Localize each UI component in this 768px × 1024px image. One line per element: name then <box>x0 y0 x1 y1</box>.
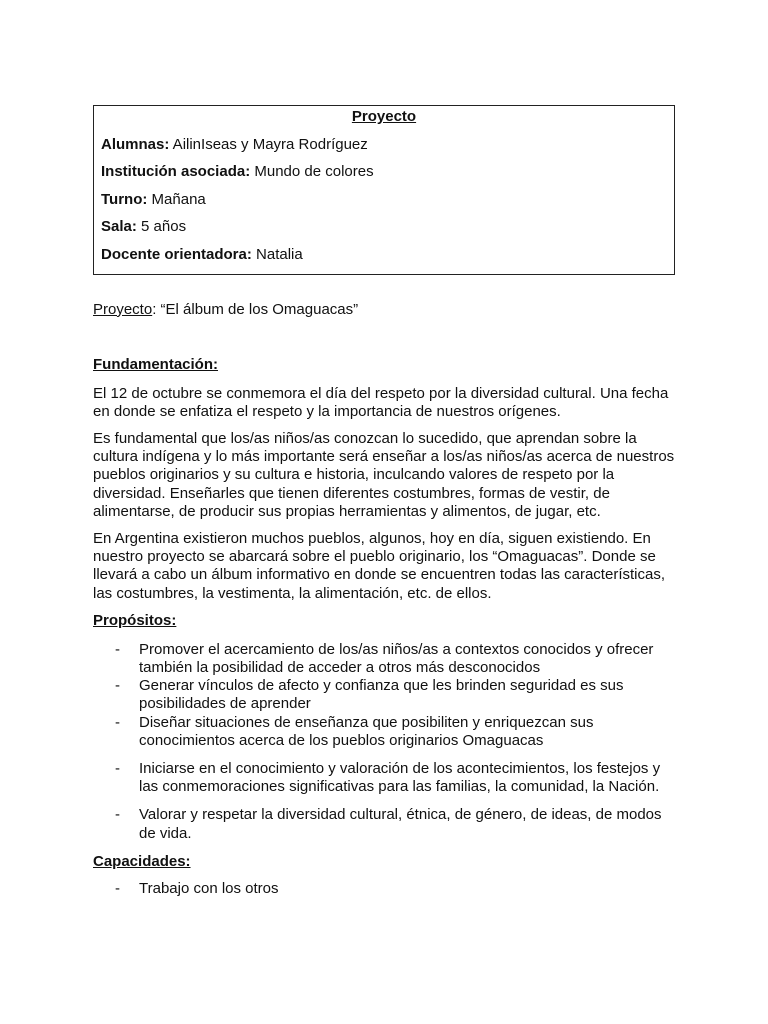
list-item-text: Generar vínculos de afecto y confianza que les brinden seguridad es sus posibilidades de aprender <box>139 677 624 713</box>
capacidades-heading: Capacidades: <box>93 852 191 870</box>
institution-row <box>101 163 667 181</box>
row-value: 5 años <box>136 218 187 235</box>
list-item-text: Diseñar situaciones de enseñanza que posibiliten y enriquezcan sus conocimientos acerca de los pueblos originarios Omaguacas <box>139 713 594 749</box>
row-label: Institución asociada: <box>101 163 251 180</box>
row-value: Natalia <box>251 245 303 263</box>
fundamentacion-paragraph: En Argentina existieron muchos pueblos, algunos, hoy en día, siguen existiendo. En nuestro proyecto se abarcará sobre el pueblo originario, los “Omaguacas”. Donde se llevará a cabo un álbum informativo en donde se encuentren todas las características, las costumbres, la vestimenta, la alimentación, etc. de ellos. <box>93 529 665 602</box>
bullet-dash: - <box>115 759 120 777</box>
bullet-dash: - <box>115 677 120 695</box>
list-item <box>93 714 675 750</box>
bullet-dash: - <box>115 713 120 731</box>
list-item <box>93 806 675 842</box>
propositos-heading: Propósitos: <box>93 611 177 629</box>
list-item <box>93 641 675 677</box>
bullet-dash: - <box>115 879 120 897</box>
bullet-dash: - <box>115 806 120 824</box>
project-title-line <box>93 301 675 319</box>
document-page <box>93 105 675 898</box>
project-name: : “El álbum de los Omaguacas” <box>152 300 359 318</box>
row-value: Mañana <box>147 190 206 208</box>
fundamentacion-paragraph: El 12 de octubre se conmemora el día del respeto por la diversidad cultural. Una fecha en donde se enfatiza el respeto y la importancia de nuestros orígenes. <box>93 384 669 420</box>
students-row <box>101 136 667 154</box>
row-label: Alumnas: <box>101 135 170 153</box>
teacher-row <box>101 246 667 264</box>
propositos-list <box>93 641 675 843</box>
shift-row <box>101 191 667 209</box>
capacidades-list <box>93 880 675 898</box>
box-title: Proyecto <box>351 108 417 125</box>
project-label: Proyecto <box>93 300 153 318</box>
fundamentacion-heading: Fundamentación: <box>93 355 219 373</box>
list-item-text: Iniciarse en el conocimiento y valoración de los acontecimientos, los festejos y las conmemoraciones significativas para las familias, la comunidad, la Nación. <box>139 759 661 796</box>
list-item <box>93 677 675 713</box>
list-item-text: Promover el acercamiento de los/as niños/as a contextos conocidos y ofrecer también la posibilidad de acceder a otros más desconocidos <box>139 640 654 676</box>
row-label: Sala: <box>101 218 137 235</box>
list-item <box>93 760 675 796</box>
bullet-dash: - <box>115 640 120 658</box>
row-value: Mundo de colores <box>250 163 374 180</box>
project-info-box <box>93 105 675 275</box>
row-value: AilinIseas y Mayra Rodríguez <box>169 135 368 153</box>
list-item <box>93 880 675 898</box>
list-item-text: Valorar y respetar la diversidad cultural, étnica, de género, de ideas, de modos de vida. <box>139 806 662 842</box>
row-label: Turno: <box>101 190 148 208</box>
row-label: Docente orientadora: <box>101 245 252 263</box>
list-item-text: Trabajo con los otros <box>139 879 279 897</box>
room-row <box>101 218 667 236</box>
fundamentacion-paragraph: Es fundamental que los/as niños/as conozcan lo sucedido, que aprendan sobre la cultura indígena y lo más importante será enseñar a los/as niños/as acerca de nuestros pueblos originarios y su cultura e historia, inculcando valores de respeto por la diversidad. Enseñarles que tienen diferentes costumbres, formas de vestir, de alimentarse, de producir sus propias herramientas y alimentos, de jugar, etc. <box>93 429 675 520</box>
